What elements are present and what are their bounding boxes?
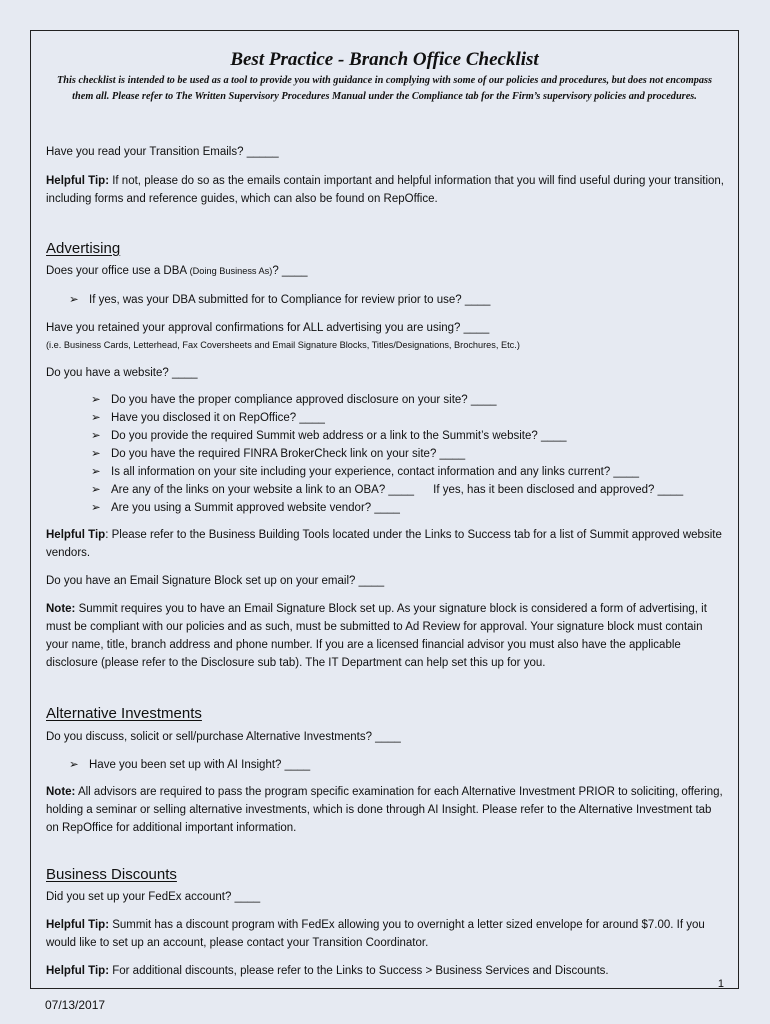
- tip-text: Summit has a discount program with FedEx allowing you to overnight a letter sized envelope for around $7.00. If you would like to set up an account, please contact your Transition Coordinator.: [46, 919, 705, 949]
- dba-question: [46, 262, 308, 280]
- alt-question: Do you discuss, solicit or sell/purchase Alternative Investments? ____: [46, 731, 401, 743]
- website-bullet-text: Do you have the proper compliance approved disclosure on your site? ____: [111, 394, 497, 406]
- approval-question: Have you retained your approval confirmations for ALL advertising you are using? ____: [46, 322, 490, 334]
- arrow-bullet-icon: ➢: [91, 394, 101, 406]
- website-bullet: [91, 463, 639, 481]
- transition-question: Have you read your Transition Emails? _____: [46, 146, 279, 158]
- alternative-investments-heading: Alternative Investments: [46, 705, 202, 722]
- arrow-bullet-icon: ➢: [91, 448, 101, 460]
- website-bullet: [91, 427, 567, 445]
- arrow-bullet-icon: ➢: [91, 502, 101, 514]
- website-bullet: [91, 409, 325, 427]
- email-note: [46, 600, 726, 672]
- website-bullet-text: Are you using a Summit approved website vendor? ____: [111, 502, 400, 514]
- email-question: Do you have an Email Signature Block set up on your email? ____: [46, 575, 385, 587]
- tip-label: Helpful Tip: [46, 529, 106, 541]
- alt-note: [46, 783, 726, 837]
- website-bullet-text: Do you have the required FINRA BrokerCheck link on your site? ____: [111, 448, 466, 460]
- website-bullet: [91, 445, 465, 463]
- footer-date: 07/13/2017: [45, 998, 106, 1012]
- arrow-bullet-icon: ➢: [69, 759, 79, 771]
- tip-label: Helpful Tip:: [46, 175, 110, 187]
- website-bullet: [91, 499, 400, 517]
- alt-bullet-text: Have you been set up with AI Insight? ____: [89, 759, 311, 771]
- arrow-bullet-icon: ➢: [91, 412, 101, 424]
- website-bullet-text: Do you provide the required Summit web address or a link to the Summit’s website? ____: [111, 430, 567, 442]
- tip-label: Helpful Tip:: [46, 919, 110, 931]
- dba-question-text: Does your office use a DBA: [46, 265, 188, 277]
- tip-text: For additional discounts, please refer to the Links to Success > Business Services and Discounts.: [109, 965, 609, 977]
- note-text: All advisors are required to pass the program specific examination for each Alternative Investment PRIOR to soliciting, offering, holding a seminar or selling alternative investments, which is done through AI Insight. Please refer to the Alternative Investment tab on RepOffice for additional important information.: [46, 786, 723, 834]
- business-discounts-heading: Business Discounts: [46, 866, 177, 883]
- arrow-bullet-icon: ➢: [91, 466, 101, 478]
- dba-question-blank: ? ____: [272, 265, 308, 277]
- arrow-bullet-icon: ➢: [91, 484, 101, 496]
- document-page: [30, 30, 739, 989]
- alt-bullet: [69, 756, 310, 774]
- tip-text: : Please refer to the Business Building Tools located under the Links to Success tab for a list of Summit approved website vendors.: [46, 529, 722, 559]
- advertising-heading: Advertising: [46, 240, 121, 257]
- website-question: Do you have a website? ____: [46, 367, 198, 379]
- dba-bullet-text: If yes, was your DBA submitted for to Compliance for review prior to use? ____: [89, 294, 491, 306]
- fedex-question: Did you set up your FedEx account? ____: [46, 891, 261, 903]
- arrow-bullet-icon: ➢: [91, 430, 101, 442]
- dba-question-abbrev: (Doing Business As): [187, 266, 273, 276]
- note-label: Note:: [46, 603, 76, 615]
- note-label: Note:: [46, 786, 76, 798]
- website-bullet: [91, 481, 683, 499]
- intro-paragraph: This checklist is intended to be used as a tool to provide you with guidance in complying with some of our policies and procedures, but does not encompass them all. Please refer to The Written Supervisory Procedures Manual under the Compliance tab for the Firm’s supervisory policies and procedures.: [56, 75, 713, 102]
- document-title: Best Practice - Branch Office Checklist: [230, 49, 539, 70]
- fedex-tip: [46, 916, 726, 952]
- transition-tip: [46, 172, 726, 208]
- tip-text: If not, please do so as the emails contain important and helpful information that you will find useful during your transition, including forms and reference guides, which can also be found on RepOffice.: [46, 175, 724, 205]
- website-bullet-text: Is all information on your site including your experience, contact information and any links current? ____: [111, 466, 640, 478]
- website-bullet-text: Are any of the links on your website a link to an OBA? ____ If yes, has it been disclosed and approved? ____: [111, 484, 684, 496]
- page-number: 1: [717, 978, 724, 990]
- note-text: Summit requires you to have an Email Signature Block set up. As your signature block is considered a form of advertising, it must be compliant with our policies and as such, must be submitted to Ad Review for approval. Your signature block must contain your name, title, branch address and phone number. If you are a licensed financial advisor you must also have the applicable disclosure (please refer to the Disclosure sub tab). The IT Department can help set this up for you.: [46, 603, 707, 669]
- approval-note: (i.e. Business Cards, Letterhead, Fax Coversheets and Email Signature Blocks, Titles/Designations, Brochures, Etc.): [46, 340, 520, 350]
- dba-bullet: [69, 291, 490, 309]
- arrow-bullet-icon: ➢: [69, 294, 79, 306]
- website-tip: [46, 526, 726, 562]
- website-bullet-text: Have you disclosed it on RepOffice? ____: [111, 412, 325, 424]
- tip-label: Helpful Tip:: [46, 965, 110, 977]
- discounts-tip: [46, 962, 726, 980]
- website-bullet: [91, 391, 497, 409]
